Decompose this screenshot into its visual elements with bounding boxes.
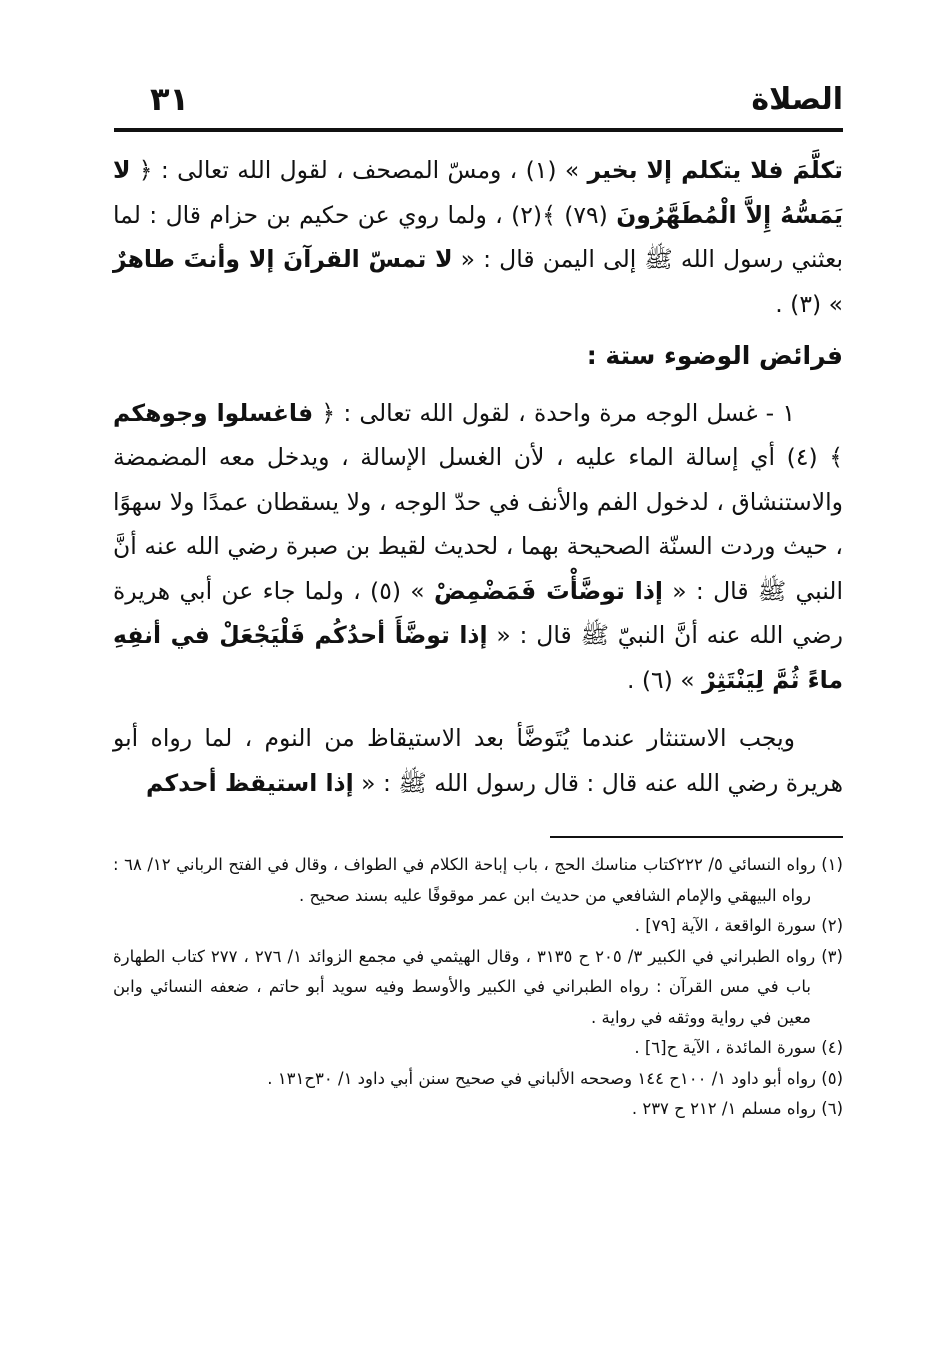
footnotes xyxy=(113,850,843,1125)
text-segment: » (٥) ، ولما جاء عن أبي هريرة رضي الله عنه أنَّ النبيّ ﷺ قال : « xyxy=(113,576,843,649)
footnote-1: (١) رواه النسائي ٥/ ٢٢٢كتاب مناسك الحج ، باب إباحة الكلام في الطواف ، وقال في الفتح الرباني ١٢/ ٦٨ : رواه البيهقي والإمام الشافعي من حديث ابن عمر موقوفًا عليه بسند صحيح . xyxy=(113,855,843,905)
bold-text-segment: إذا استيقظ أحدكم xyxy=(146,768,354,797)
bold-text-segment: تكلَّمَ فلا يتكلم إلا بخير xyxy=(587,156,843,184)
footnote-6: (٦) رواه مسلم ١/ ٢١٢ ح ٢٣٧ . xyxy=(631,1099,843,1118)
paragraph-3 xyxy=(113,716,843,805)
bold-text-segment: لا يَمَسُّهُ إِلاَّ الْمُطَهَّرُونَ xyxy=(113,156,843,229)
section-heading: فرائض الوضوء ستة : xyxy=(586,341,843,370)
text-segment: » (٣) . xyxy=(775,289,843,318)
text-segment: (٧٩) ﴾(٢) ، ولما روي عن حكيم بن حزام قال : لما بعثني رسول الله ﷺ إلى اليمن قال : « xyxy=(113,200,843,273)
footnote-4: (٤) سورة المائدة ، الآية ح[٦] . xyxy=(634,1038,843,1057)
header-rule xyxy=(114,128,843,132)
bold-text-segment: لا تمسّ القرآنَ إلا وأنتَ طاهرٌ xyxy=(113,245,453,273)
running-title: الصلاة xyxy=(751,82,843,117)
paragraph-2 xyxy=(113,391,843,703)
page-number: ٣١ xyxy=(150,80,190,118)
paragraph-1 xyxy=(113,148,843,326)
text-segment: » (٦) . xyxy=(626,665,703,694)
text-segment: ١ - غسل الوجه مرة واحدة ، لقول الله تعالى : ﴿ xyxy=(313,398,795,427)
bold-text-segment: إذا توضَّأَ أحدُكُم فَلْيَجْعَلْ في أنفِهِ ماءً ثُمَّ لِيَنْتَثِرْ xyxy=(113,621,843,694)
text-segment: ﴾ (٤) أي إسالة الماء عليه ، لأن الغسل الإسالة ، ويدخل معه المضمضة والاستنشاق ، لدخول الفم والأنف في حدّ الوجه ، ولا يسقطان عمدًا ولا سهوًا ، حيث وردت السنّة الصحيحة بهما ، لحديث لقيط بن صبرة رضي الله عنه أنَّ النبي ﷺ قال : « xyxy=(113,443,843,605)
bold-text-segment: إذا توضَّأْتَ فَمَضْمِضْ xyxy=(433,576,663,605)
footnote-3: (٣) رواه الطبراني في الكبير ٣/ ٢٠٥ ح ٣١٣٥ ، وقال الهيثمي في مجمع الزوائد ١/ ٢٧٦ ، ٢٧٧ كتاب الطهارة باب في مس القرآن : رواه الطبراني في الكبير والأوسط وفيه سويد أبو حاتم ، ضعفه النسائي وابن معين في رواية ووثقه في رواية . xyxy=(113,946,843,1027)
text-segment: ويجب الاستنثار عندما يُتَوضَّأ بعد الاستيقاظ من النوم ، لما رواه أبو هريرة رضي الله عنه قال : قال رسول الله ﷺ : « xyxy=(113,724,843,797)
footnote-2: (٢) سورة الواقعة ، الآية [٧٩] . xyxy=(634,916,843,935)
footnote-5: (٥) رواه أبو داود ١/ ١٠٠ح ١٤٤ وصححه الألباني في صحيح سنن أبي داود ١/ ٣٠ح١٣١ . xyxy=(267,1068,843,1088)
body-text xyxy=(113,148,843,805)
footnote-rule xyxy=(550,836,843,838)
bold-text-segment: فاغسلوا وجوهكم xyxy=(113,398,314,427)
text-segment: » (١) ، ومسّ المصحف ، لقول الله تعالى : ﴿ xyxy=(130,156,588,184)
